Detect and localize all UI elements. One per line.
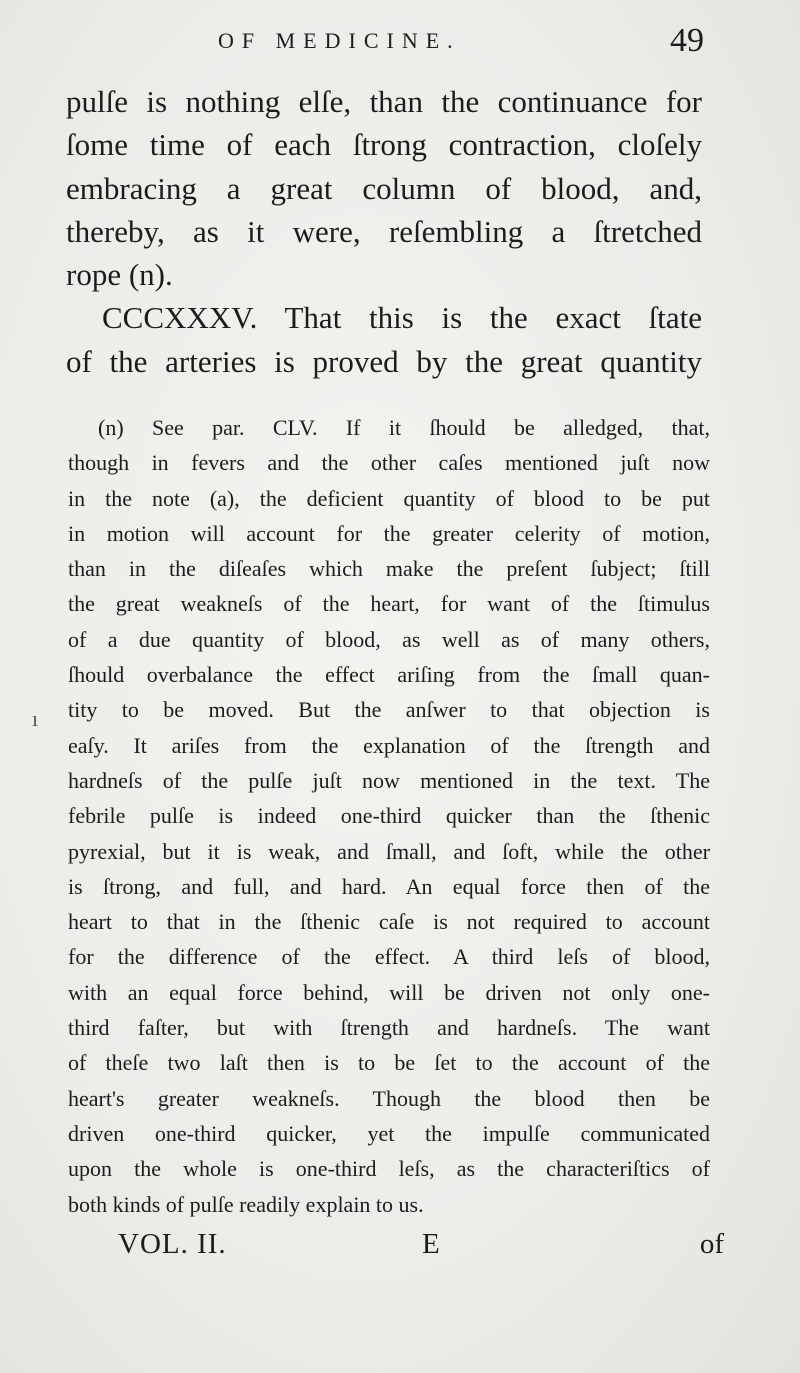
footnote-line: though in fevers and the other caſes mentioned juſt now	[68, 450, 710, 476]
body-line: embracing a great column of blood, and,	[66, 170, 702, 206]
margin-mark: ı	[32, 706, 39, 731]
footnote-line: in motion will account for the greater celerity of motion,	[68, 520, 710, 546]
footnote-line: upon the whole is one-third leſs, as the characteriſtics of	[68, 1156, 710, 1182]
footnote-line: third faſter, but with ſtrength and hardneſs. The want	[68, 1015, 710, 1041]
footnote-line: hardneſs of the pulſe juſt now mentioned in the text. The	[68, 767, 710, 793]
footnote-line: driven one-third quicker, yet the impulſe communicated	[68, 1120, 710, 1146]
footnote-line: than in the diſeaſes which make the preſent ſubject; ſtill	[68, 556, 710, 582]
footnote-line: is ſtrong, and full, and hard. An equal force then of the	[68, 873, 710, 899]
footnote-line: in the note (a), the deficient quantity of blood to be put	[68, 485, 710, 511]
body-line: rope (n).	[66, 257, 173, 293]
footnote-line: heart's greater weakneſs. Though the blood then be	[68, 1085, 710, 1111]
running-head	[0, 24, 800, 64]
footnote	[68, 410, 710, 1222]
footnote-line: of a due quantity of blood, as well as of many others,	[68, 626, 710, 652]
volume-label: VOL. II.	[118, 1228, 227, 1260]
body-line: thereby, as it were, reſembling a ſtretched	[66, 213, 702, 249]
footnote-line: for the difference of the effect. A third leſs of blood,	[68, 944, 710, 970]
paragraph-heading-line: CCCXXXV. That this is the exact ſtate	[102, 300, 702, 336]
page-number: 49	[670, 22, 704, 59]
body-line: pulſe is nothing elſe, than the continuance for	[66, 84, 702, 119]
footnote-line: the great weakneſs of the heart, for want of the ſtimulus	[68, 591, 710, 617]
main-text	[66, 80, 702, 383]
footnote-line: both kinds of pulſe readily explain to us.	[68, 1191, 424, 1217]
footnote-line: of theſe two laſt then is to be ſet to the account of the	[68, 1050, 710, 1076]
footnote-line: febrile pulſe is indeed one-third quicker than the ſthenic	[68, 803, 710, 829]
catchword: of	[699, 1228, 724, 1260]
footnote-line: eaſy. It ariſes from the explanation of the ſtrength and	[68, 732, 710, 758]
page-footer	[0, 1228, 800, 1272]
signature-mark: E	[422, 1228, 440, 1260]
footnote-line: with an equal force behind, will be driven not only one-	[68, 979, 710, 1005]
footnote-line: ſhould overbalance the effect ariſing from the ſmall quan-	[68, 662, 710, 688]
footnote-line: tity to be moved. But the anſwer to that objection is	[68, 697, 710, 723]
running-head-title: OF MEDICINE.	[218, 28, 461, 53]
footnote-line: (n) See par. CLV. If it ſhould be alledged, that,	[98, 415, 710, 440]
body-line: of the arteries is proved by the great quantity	[66, 343, 702, 379]
footnote-line: heart to that in the ſthenic caſe is not required to account	[68, 909, 710, 935]
body-line: ſome time of each ſtrong contraction, cloſely	[66, 127, 702, 163]
footnote-line: pyrexial, but it is weak, and ſmall, and ſoft, while the other	[68, 838, 710, 864]
